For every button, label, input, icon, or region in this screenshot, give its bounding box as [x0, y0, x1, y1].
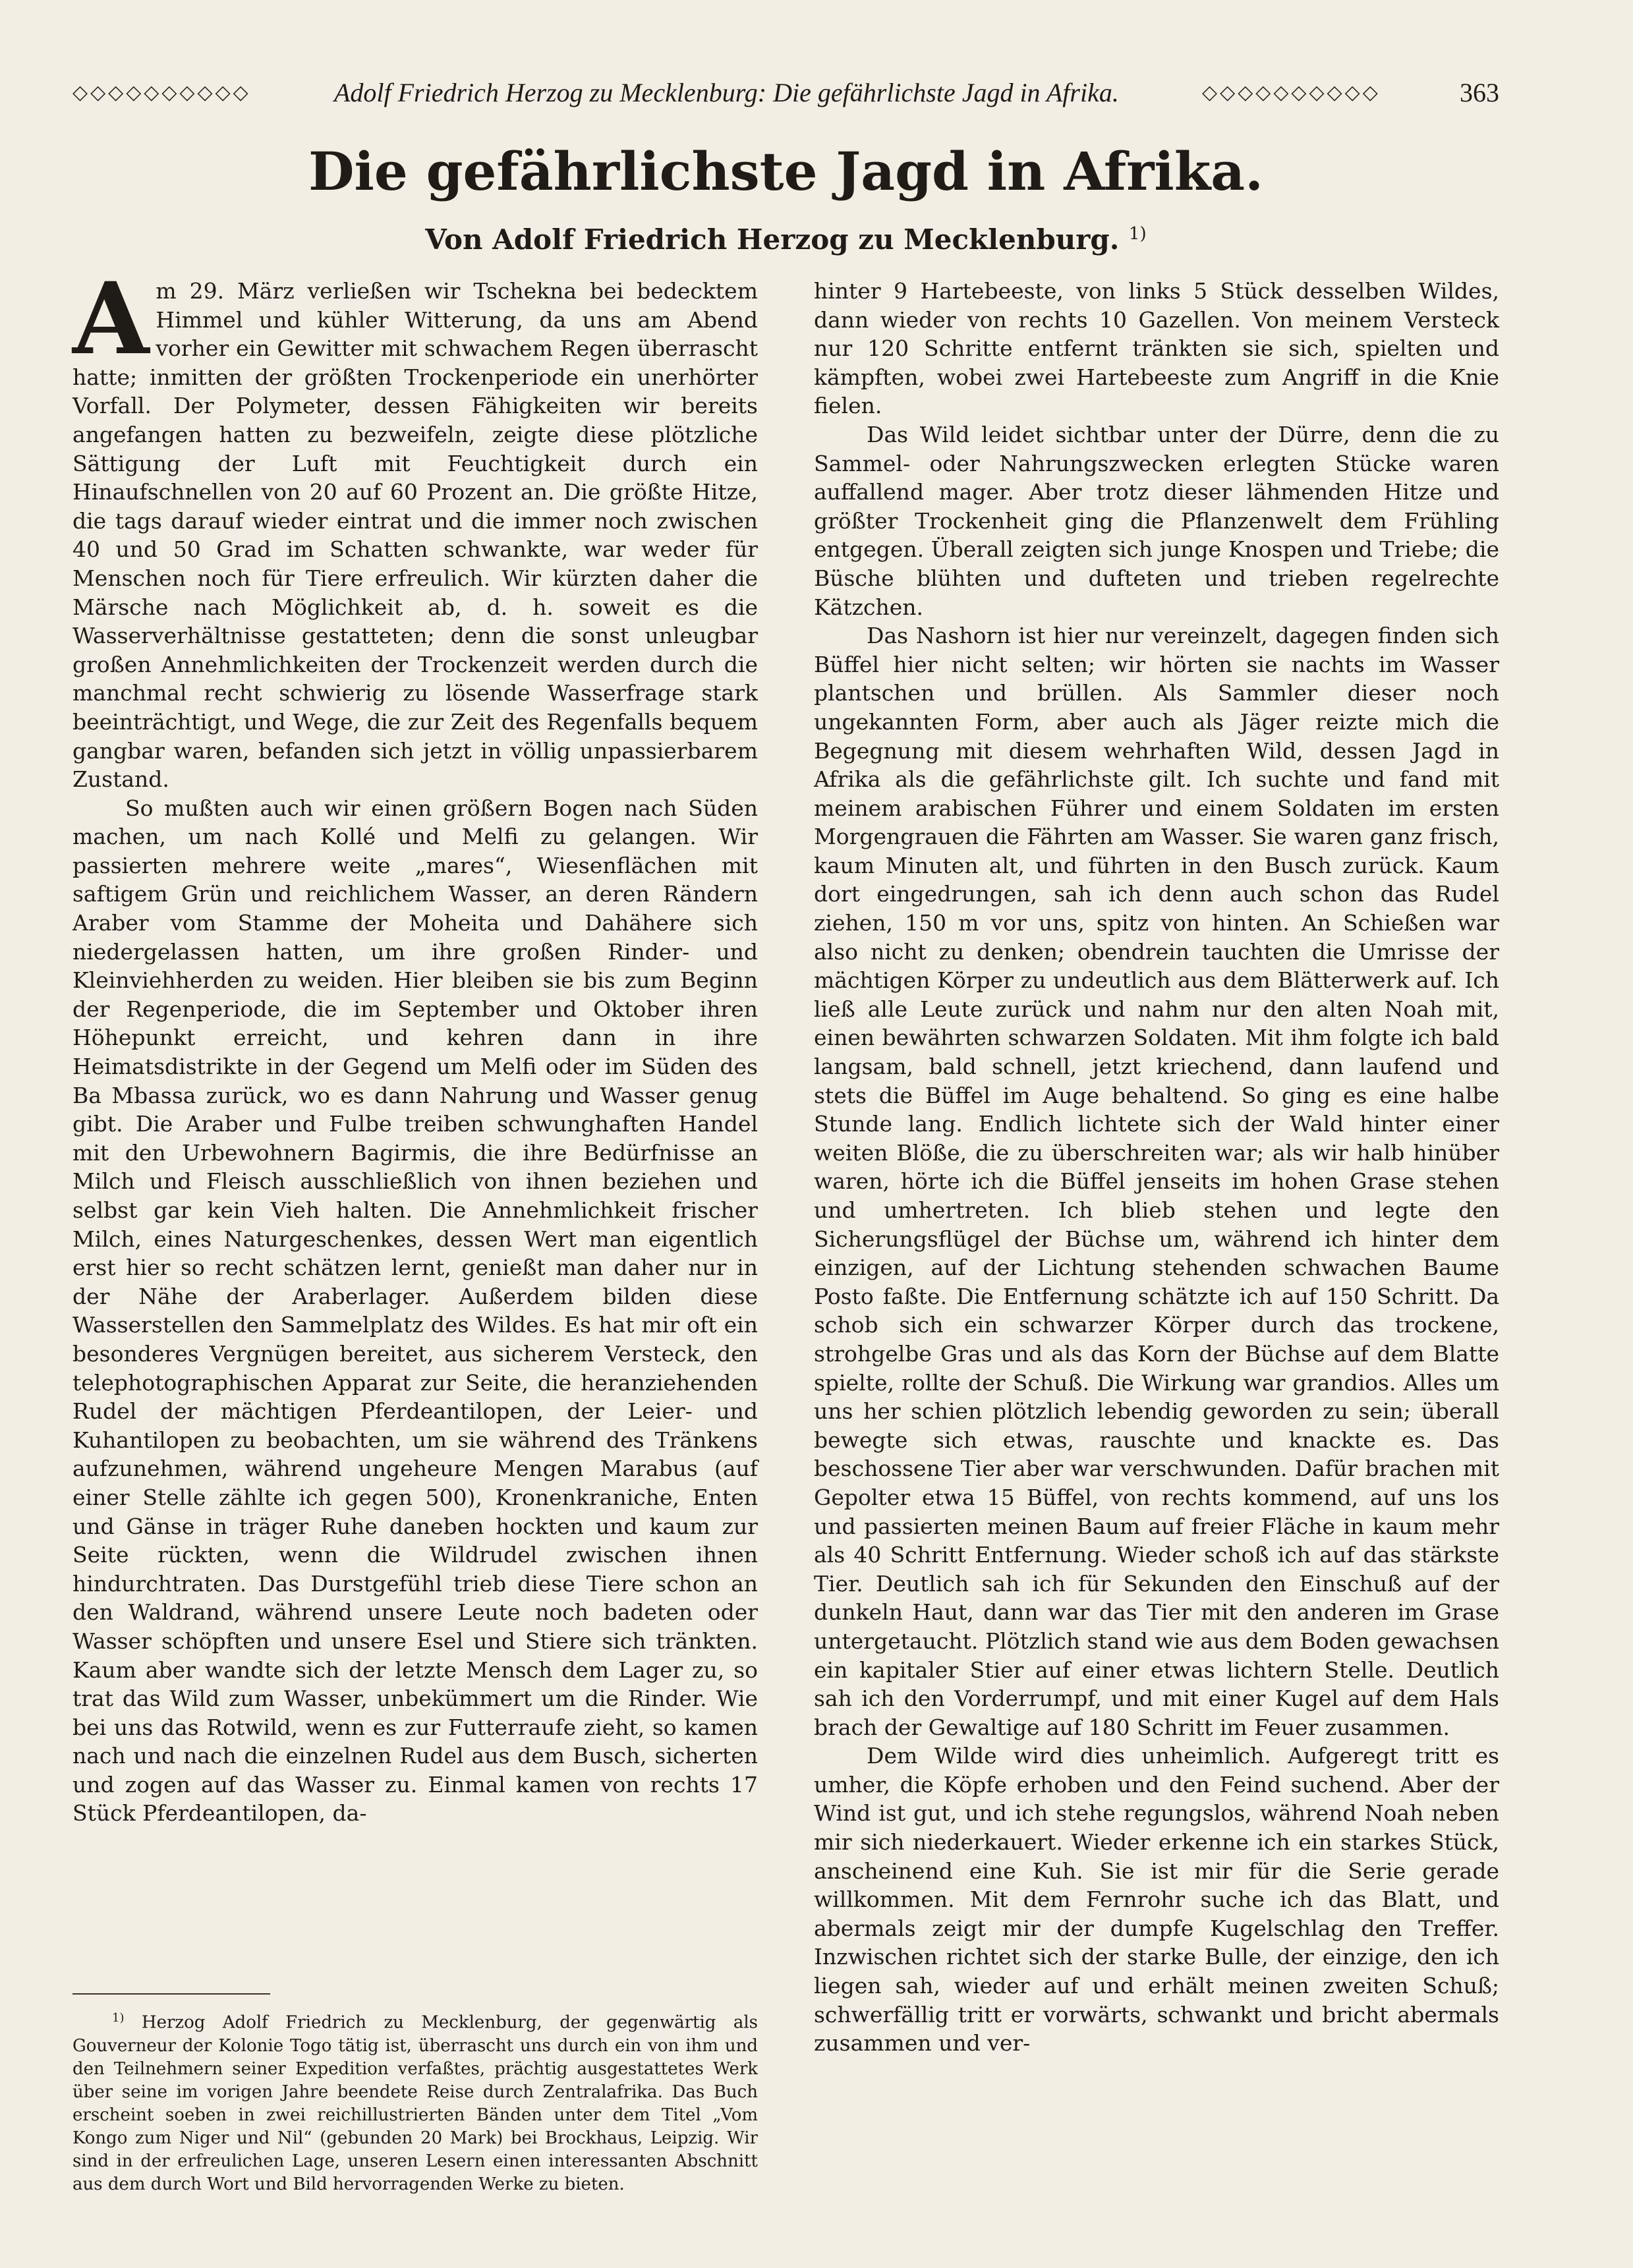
- byline-footnote-mark: 1): [1129, 224, 1147, 244]
- right-column: [814, 277, 1499, 2058]
- footnote-divider: [72, 1993, 270, 1995]
- left-column: [72, 261, 758, 1828]
- footnote-text: Herzog Adolf Friedrich zu Mecklenburg, der gegenwärtig als Gouverneur der Kolonie Togo tätig ist, überrascht uns durch ein von ihm und den Teilnehmern seiner Expedition verfaßtes, prächtig ausgestattetes Werk über seine im vorigen Jahre beendete Reise durch Zentralafrika. Das Buch erscheint soeben in zwei reichillustrierten Bänden unter dem Titel „Vom Kongo zum Niger und Nil“ (gebunden 20 Mark) bei Brockhaus, Leipzig. Wir sind in der erfreulichen Lage, unseren Lesern einen interessanten Abschnitt aus dem durch Wort und Bild hervorragenden Werke zu bieten.: [72, 2012, 759, 2194]
- running-header-title: Adolf Friedrich Herzog zu Mecklenburg: Die gefährlichste Jagd in Afrika.: [333, 77, 1119, 107]
- article-title: Die gefährlichste Jagd in Afrika.: [308, 140, 1263, 202]
- paragraph-5: Das Nashorn ist hier nur vereinzelt, dagegen finden sich Büffel hier nicht selten; wir hörten sie nachts im Wasser plantschen und brüllen. Als Sammler dieser noch ungekannten Form, aber auch als Jäger reizte mich die Begegnung mit diesem wehrhaften Wild, dessen Jagd in Afrika als die gefährlichste gilt. Ich suchte und fand mit meinem arabischen Führer und einem Soldaten im ersten Morgengrauen die Fährten am Wasser. Sie waren ganz frisch, kaum Minuten alt, und führten in den Busch zurück. Kaum dort eingedrungen, sah ich denn auch schon das Rudel ziehen, 150 m vor uns, spitz von hinten. An Schießen war also nicht zu denken; obendrein tauchten die Umrisse der mächtigen Körper zu undeutlich aus dem Blätterwerk auf. Ich ließ alle Leute zurück und nahm nur den alten Noah mit, einen bewährten schwarzen Soldaten. Mit ihm folgte ich bald langsam, bald schnell, jetzt kriechend, dann laufend und stets die Büffel im Auge behaltend. So ging es eine halbe Stunde lang. Endlich lichtete sich der Wald hinter einer weiten Blöße, die zu überschreiten war; als wir halb hinüber waren, hörte ich die Büffel jenseits im hohen Grase stehen und umhertreten. Ich blieb stehen und legte den Sicherungsflügel der Büchse um, während ich hinter dem einzigen, auf der Lichtung stehenden schwachen Baume Posto faßte. Die Entfernung schätzte ich auf 150 Schritt. Da schob sich ein schwarzer Körper durch das trockene, strohgelbe Gras und als das Korn der Büchse auf dem Blatte spielte, rollte der Schuß. Die Wirkung war grandios. Alles um uns her schien plötzlich lebendig geworden zu sein; überall bewegte sich etwas, rauschte und knackte es. Das beschossene Tier aber war verschwunden. Dafür brachen mit Gepolter etwa 15 Büffel, von rechts kommend, auf uns los und passierten meinen Baum auf freier Fläche in kaum mehr als 40 Schritt Entfernung. Wieder schoß ich auf das stärkste Tier. Deutlich sah ich für Sekunden den Einschuß auf der dunkeln Haut, dann war das Tier mit den anderen im Grase untergetaucht. Plötzlich stand wie aus dem Boden gewachsen ein kapitaler Stier auf einer etwas lichtern Stelle. Deutlich sah ich den Vorderrumpf, und mit einer Kugel auf dem Hals brach der Gewaltige auf 180 Schritt im Feuer zusammen.: [814, 623, 1499, 1740]
- header-ornament-right: ◇◇◇◇◇◇◇◇◇◇: [1202, 80, 1381, 104]
- paragraph-2: So mußten auch wir einen größern Bogen nach Süden machen, um nach Kollé und Melfi zu gelangen. Wir passierten mehrere weite „mares“, Wiesenflächen mit saftigem Grün und reichlichem Wasser, an deren Rändern Araber vom Stamme der Moheita und Dahähere sich niedergelassen hatten, um ihre großen Rinder- und Kleinviehherden zu weiden. Hier bleiben sie bis zum Beginn der Regenperiode, die im September und Oktober ihren Höhepunkt erreicht, und kehren dann in ihre Heimatsdistrikte in der Gegend um Melfi oder im Süden des Ba Mbassa zurück, wo es dann Nahrung und Wasser genug gibt. Die Araber und Fulbe treiben schwunghaften Handel mit den Urbewohnern Bagirmis, die ihre Bedürfnisse an Milch und Fleisch ausschließlich von ihnen beziehen und selbst gar kein Vieh halten. Die Annehmlichkeit frischer Milch, eines Naturgeschenkes, dessen Wert man eigentlich erst hier so recht schätzen lernt, genießt man daher nur in der Nähe der Araberlager. Außerdem bilden diese Wasserstellen den Sammelplatz des Wildes. Es hat mir oft ein besonderes Vergnügen bereitet, aus sicherem Versteck, den telephotographischen Apparat zur Seite, die heranziehenden Rudel der mächtigen Pferdeantilopen, der Leier- und Kuhantilopen zu beobachten, um sie während des Tränkens aufzunehmen, während ungeheure Mengen Marabus (auf einer Stelle zählte ich gegen 500), Kronenkraniche, Enten und Gänse in träger Ruhe daneben hockten und kaum zur Seite rückten, wenn die Wildrudel zwischen ihnen hindurchtraten. Das Durstgefühl trieb diese Tiere schon an den Waldrand, während unsere Leute noch badeten oder Wasser schöpften und unsere Esel und Stiere sich tränkten. Kaum aber wandte sich der letzte Mensch dem Lager zu, so trat das Wild zum Wasser, unbekümmert um die Rinder. Wie bei uns das Rotwild, wenn es zur Futterraufe zieht, so kamen nach und nach die einzelnen Rudel aus dem Busch, sicherten und zogen auf das Wasser zu. Einmal kamen von rechts 17 Stück Pferdeantilopen, da-: [72, 795, 758, 1827]
- magazine-page: [72, 66, 1499, 2221]
- paragraph-4: Das Wild leidet sichtbar unter der Dürre, denn die zu Sammel- oder Nahrungszwecken erlegten Stücke waren auffallend mager. Aber trotz dieser lähmenden Hitze und größter Trockenheit ging die Pflanzenwelt dem Frühling entgegen. Überall zeigten sich junge Knospen und Triebe; die Büsche blühten und dufteten und trieben regelrechte Kätzchen.: [814, 421, 1499, 620]
- byline-text: Von Adolf Friedrich Herzog zu Mecklenburg.: [425, 223, 1120, 256]
- paragraph-1-text: m 29. März verließen wir Tschekna bei bedecktem Himmel und kühler Witterung, da uns am Abend vorher ein Gewitter mit schwachem Regen überrascht hatte; inmitten der größten Trockenperiode ein unerhörter Vorfall. Der Polymeter, dessen Fähigkeiten wir bereits angefangen hatten zu bezweifeln, zeigte diese plötzliche Sättigung der Luft mit Feuchtigkeit durch ein Hinaufschnellen von 20 auf 60 Prozent an. Die größte Hitze, die tags darauf wieder eintrat und die immer noch zwischen 40 und 50 Grad im Schatten schwankte, war weder für Menschen noch für Tiere erfreulich. Wir kürzten daher die Märsche nach Möglichkeit ab, d. h. soweit es die Wasserverhältnisse gestatteten; denn die sonst unleugbar großen Annehmlichkeiten der Trockenzeit werden durch die manchmal recht schwierig zu lösende Wasserfrage stark beeinträchtigt, und Wege, die zur Zeit des Regenfalls bequem gangbar waren, befanden sich jetzt in völlig unpassierbarem Zustand.: [72, 278, 758, 793]
- header-ornament-left: ◇◇◇◇◇◇◇◇◇◇: [72, 80, 251, 104]
- page-number: 363: [1459, 77, 1499, 107]
- paragraph-6: Dem Wilde wird dies unheimlich. Aufgeregt tritt es umher, die Köpfe erhoben und den Feind suchend. Aber der Wind ist gut, und ich stehe regungslos, während Noah neben mir sich niederkauert. Wieder erkenne ich ein starkes Stück, anscheinend eine Kuh. Sie ist mir für die Serie gerade willkommen. Mit dem Fernrohr suche ich das Blatt, und abermals zeigt mir der dumpfe Kugelschlag den Treffer. Inzwischen richtet sich der starke Bulle, der einzige, den ich liegen sah, wieder auf und erhält meinen zweiten Schuß; schwerfällig tritt er vorwärts, schwankt und bricht abermals zusammen und ver-: [814, 1743, 1499, 2056]
- drop-cap: A: [72, 261, 150, 377]
- footnote: [72, 2006, 758, 2196]
- running-header: [72, 66, 1499, 119]
- paragraph-3: hinter 9 Hartebeeste, von links 5 Stück desselben Wildes, dann wieder von rechts 10 Gazellen. Von meinem Versteck nur 120 Schritte entfernt tränkten sie sich, spielten und kämpften, wobei zwei Hartebeeste zum Angriff in die Knie fielen.: [814, 278, 1499, 419]
- byline: [72, 214, 1499, 260]
- paragraph-1: [72, 261, 758, 794]
- footnote-mark: 1): [112, 2011, 125, 2025]
